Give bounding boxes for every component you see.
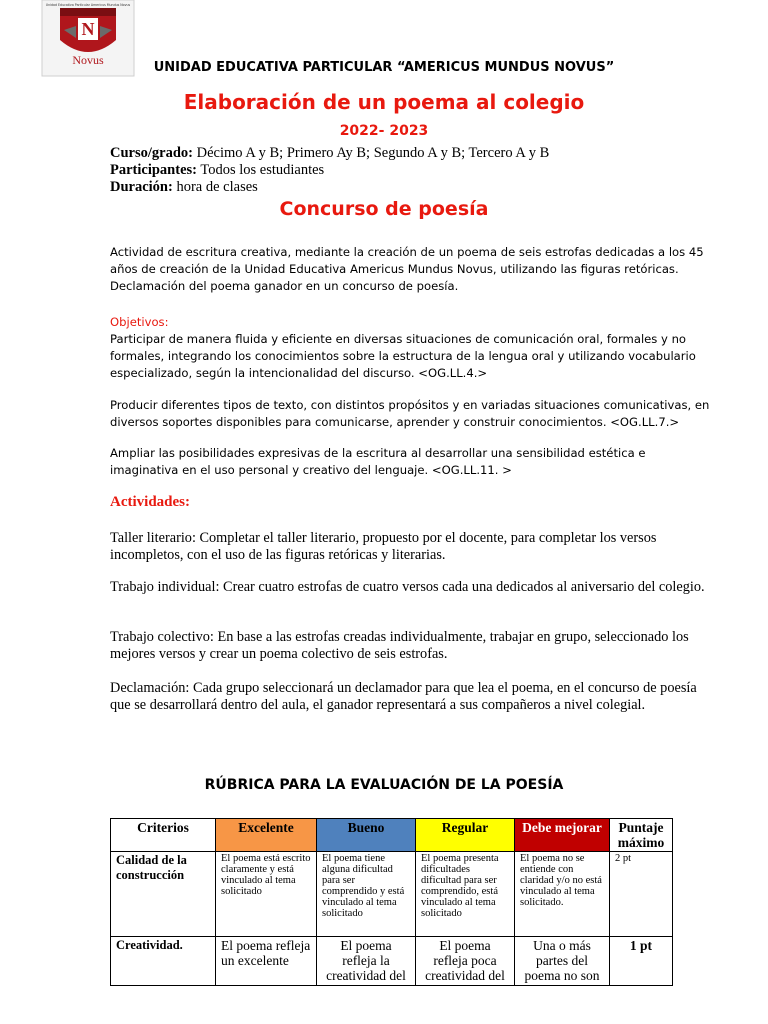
objective-item: Participar de manera fluida y eficiente en diversas situaciones de comunicación oral, formales y no formales, integrando los conocimientos sobre la estructura de la lengua oral y utilizando vocabulario especializado, según la intencionalidad del discurso. <OG.LL.4.> (110, 332, 696, 380)
activity-item: Trabajo individual: Crear cuatro estrofas de cuatro versos cada una dedicados al aniversario del colegio. (110, 579, 705, 595)
rubric-cell: El poema presenta dificultades dificultad para ser comprendido, está vinculado al tema solicitado (416, 852, 515, 937)
logo-top-text: Unidad Educativa Particular Americus Mundus Novus (45, 3, 131, 7)
rubric-cell: Creatividad. (111, 937, 216, 986)
table-row (111, 937, 673, 986)
rubric-header-row (111, 819, 673, 852)
logo-text: Novus (72, 53, 104, 67)
rubric-header-bueno: Bueno (317, 819, 416, 852)
svg-text:N: N (81, 19, 95, 39)
table-row (111, 852, 673, 937)
objectives-heading: Objetivos: (110, 315, 169, 329)
activity-item: Taller literario: Completar el taller literario, propuesto por el docente, para completar los versos incompletos, con el uso de las figuras retóricas y literarias. (110, 530, 657, 563)
contest-title: Concurso de poesía (279, 198, 489, 220)
rubric-cell: El poema tiene alguna dificultad para ser comprendido y está vinculado al tema solicitado (317, 852, 416, 937)
school-name: UNIDAD EDUCATIVA PARTICULAR “AMERICUS MUNDUS NOVUS” (153, 60, 615, 75)
rubric-table (110, 818, 673, 986)
rubric-cell: El poema refleja la creatividad del (317, 937, 416, 986)
objective-item: Ampliar las posibilidades expresivas de la escritura al desarrollar una sensibilidad estética e imaginativa en el uso personal y creativo del lenguaje. <OG.LL.11. > (110, 446, 646, 477)
course-line (110, 145, 549, 162)
rubric-header-debe-mejorar: Debe mejorar (515, 819, 610, 852)
rubric-header-regular: Regular (416, 819, 515, 852)
participants-label: Participantes: (110, 162, 197, 178)
rubric-cell: El poema refleja un excelente (216, 937, 317, 986)
objective-item: Producir diferentes tipos de texto, con distintos propósitos y en variadas situaciones comunicativas, en diversos soportes disponibles para comunicarse, aprender y construir conocimientos. <OG.LL.7.> (110, 398, 710, 429)
duration-label: Duración: (110, 179, 173, 195)
rubric-cell: Una o más partes del poema no son (515, 937, 610, 986)
school-year: 2022- 2023 (339, 123, 429, 139)
rubric-header-puntaje: Puntaje máximo (610, 819, 673, 852)
duration-line (110, 179, 258, 196)
participants-line (110, 162, 324, 179)
page-title: Elaboración de un poema al colegio (183, 90, 585, 114)
intro-paragraph: Actividad de escritura creativa, mediante la creación de un poema de seis estrofas dedicadas a los 45 años de creación de la Unidad Educativa Americus Mundus Novus, utilizando las figuras retóricas. Declamación del poema ganador en un concurso de poesía. (110, 245, 704, 293)
activity-item: Declamación: Cada grupo seleccionará un declamador para que lea el poema, en el concurso de poesía que se desarrollará dentro del aula, el ganador representará a sus compañeros a nivel colegial. (110, 680, 697, 713)
activity-item: Trabajo colectivo: En base a las estrofas creadas individualmente, trabajar en grupo, seleccionado los mejores versos y crear un poema colectivo de seis estrofas. (110, 629, 689, 662)
rubric-header-excelente: Excelente (216, 819, 317, 852)
rubric-cell: Calidad de la construcción (111, 852, 216, 937)
course-value: Décimo A y B; Primero Ay B; Segundo A y B; Tercero A y B (192, 145, 550, 161)
rubric-cell: 2 pt (610, 852, 673, 937)
rubric-cell: El poema no se entiende con claridad y/o no está vinculado al tema solicitado. (515, 852, 610, 937)
participants-value: Todos los estudiantes (196, 162, 325, 178)
rubric-cell: El poema está escrito claramente y está vinculado al tema solicitado (216, 852, 317, 937)
rubric-header-criterios: Criterios (111, 819, 216, 852)
rubric-cell: 1 pt (610, 937, 673, 986)
rubric-title: RÚBRICA PARA LA EVALUACIÓN DE LA POESÍA (204, 777, 564, 793)
activities-heading: Actividades: (110, 494, 190, 510)
course-label: Curso/grado: (110, 145, 193, 161)
duration-value: hora de clases (172, 179, 258, 195)
rubric-cell: El poema refleja poca creatividad del (416, 937, 515, 986)
